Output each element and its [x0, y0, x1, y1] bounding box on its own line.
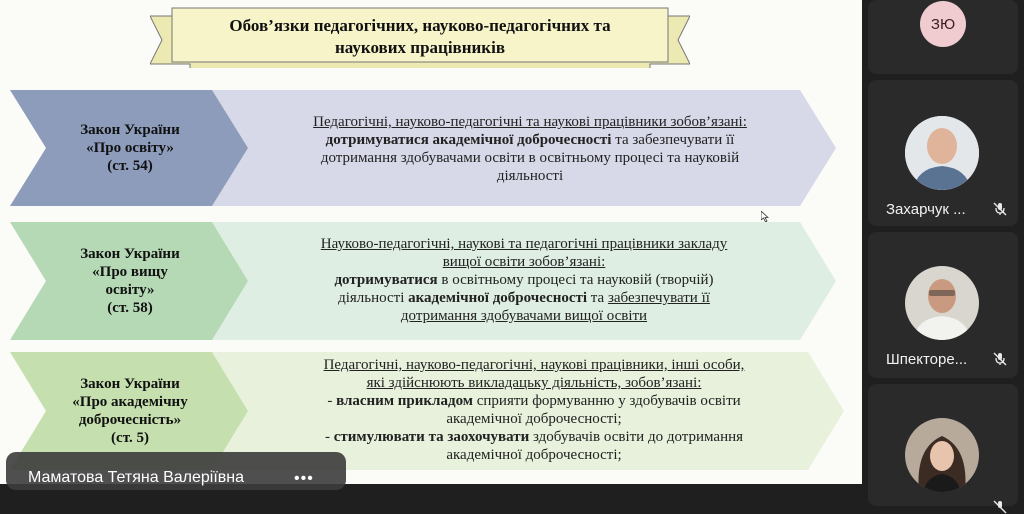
row-2-line-3-bold: дотримуватися	[334, 272, 438, 288]
row-1-line-4: діяльності	[496, 168, 564, 184]
row-3-line-5a: -	[324, 429, 334, 445]
row-3-line-1: Педагогічні, науково-педагогічні, наукові працівники, інші особи,	[323, 357, 745, 373]
avatar	[905, 266, 979, 340]
mic-muted-icon	[993, 352, 1007, 366]
participant-name: Захарчук ...	[886, 201, 966, 218]
participant-photo	[905, 418, 979, 492]
avatar	[905, 116, 979, 190]
participant-photo	[905, 266, 979, 340]
row-2-line-2: вищої освіти зобов’язані:	[442, 254, 606, 270]
mic-muted-icon	[993, 500, 1007, 514]
row-2-description	[244, 235, 804, 325]
law-label-higher-education: Закон України «Про вищу освіту» (ст. 58)	[80, 246, 180, 316]
row-3-line-3-bold: власним прикладом	[336, 393, 473, 409]
row-2-line-4c: та	[587, 290, 608, 306]
avatar	[905, 418, 979, 492]
row-3-line-3a: -	[327, 393, 337, 409]
row-1-line-3: дотримання здобувачами освіти в освітньому процесі та науковій	[320, 150, 740, 166]
row-3-line-2: які здійснюють викладацьку діяльність, зобов’язані:	[366, 375, 702, 391]
participant-name: Шпекторе...	[886, 351, 968, 368]
mouse-cursor-icon	[761, 211, 769, 222]
row-3-line-3: сприяти формуванню у здобувачів освіти	[473, 393, 741, 409]
row-3-line-5-bold: стимулювати та заохочувати	[333, 429, 530, 445]
row-2-line-3: в освітньому процесі та науковій (творчій)	[437, 272, 714, 288]
row-1-line-2: та забезпечувати її	[611, 132, 735, 148]
row-3-line-4: академічної доброчесності;	[446, 411, 622, 427]
row-1-line-1: Педагогічні, науково-педагогічні та наукові працівники зобов’язані:	[313, 114, 747, 130]
row-2-line-4-bold: академічної доброчесності	[408, 290, 588, 306]
row-3-line-6: академічної доброчесності;	[446, 447, 622, 463]
law-label-education: Закон України «Про освіту» (ст. 54)	[80, 122, 180, 174]
participant-photo	[905, 116, 979, 190]
mic-muted-icon	[993, 202, 1007, 216]
row-2-line-5: дотримання здобувачами вищої освіти	[400, 308, 648, 324]
law-label-academic-integrity: Закон України «Про академічну доброчесність» (ст. 5)	[72, 376, 188, 446]
law-row-2	[0, 222, 862, 342]
row-2-line-4d: забезпечувати її	[607, 290, 710, 306]
row-1-description	[250, 113, 810, 185]
row-1-line-2-bold: дотримуватися академічної доброчесності	[325, 132, 612, 148]
row-2-line-1: Науково-педагогічні, наукові та педагогічні працівники закладу	[320, 236, 728, 252]
presenter-name: Маматова Тетяна Валеріївна	[28, 469, 245, 486]
law-row-1	[0, 90, 862, 208]
row-2-line-4a: діяльності	[338, 290, 409, 306]
row-3-line-5: здобувачів освіти до дотримання	[529, 429, 744, 445]
avatar-initials: ЗЮ	[920, 1, 966, 47]
row-3-description	[254, 356, 814, 464]
more-options-button[interactable]: •••	[294, 470, 314, 487]
title-banner	[150, 6, 690, 68]
slide-title: Обов’язки педагогічних, науково-педагогічних та наукових працівників	[229, 16, 611, 57]
